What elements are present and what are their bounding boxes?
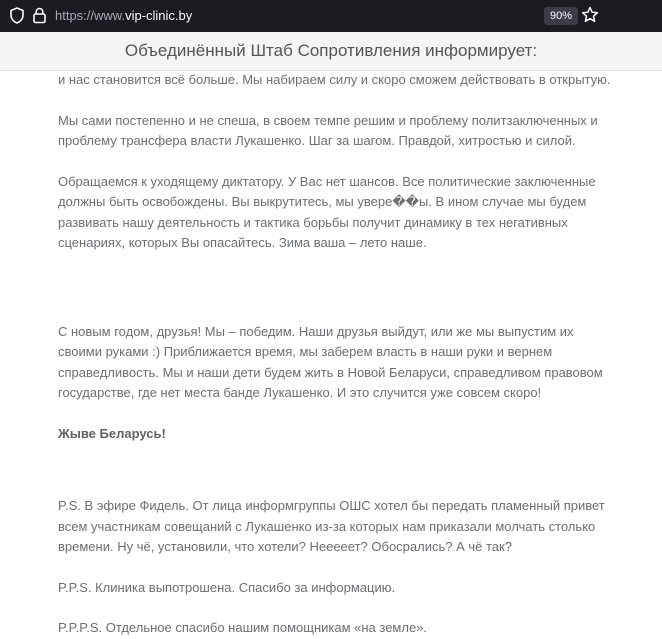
article-paragraph: Обращаемся к уходящему диктатору. У Вас нет шансов. Все политические заключенные должны быть освобождены. Вы выкрутитесь, мы увере��ы. В ином случае мы будем развивать нашу деятельность и тактика борьбы получит динамику в тех негативных сценариях, которых Вы опасайтесь. Зима ваша – лето наше.	[58, 173, 596, 250]
article-paragraph: и нас становится всё больше. Мы набираем силу и скоро сможем действовать в открытую.	[58, 72, 611, 87]
article-body	[58, 70, 618, 639]
article-paragraph: С новым годом, друзья! Мы – победим. Наши друзья выйдут, или же мы выпустим их своими руками :) Приближается время, мы заберем власть в наши руки и вернем справедливость. Мы и наши дети будем жить в Новой Беларуси, справедливом правовом государстве, где нет места банде Лукашенко. И это случится уже совсем скоро!	[58, 323, 603, 400]
url-scheme: https://www.	[55, 8, 126, 23]
address-bar[interactable]	[55, 8, 192, 23]
article-paragraph: P.P.S. Клиника выпотрошена. Спасибо за информацию.	[58, 579, 396, 595]
article-slogan: Жыве Беларусь!	[58, 425, 166, 441]
bookmark-star-icon[interactable]	[581, 6, 599, 24]
browser-toolbar	[0, 0, 662, 32]
article-paragraph: P.S. В эфире Фидель. От лица информгруппы ОШС хотел бы передать пламенный привет всем участникам совещаний с Лукашенко из-за которых нам приказали молчать столько времени. Ну чё, установили, что хотели? Нееееет? Обосрались? А чё так?	[58, 498, 605, 554]
article-paragraph: Мы сами постепенно и не спеша, в своем темпе решим и проблему политзаключенных и проблему трансфера власти Лукашенко. Шаг за шагом. Правдой, хитростью и силой.	[58, 112, 598, 148]
page-title: Объединённый Штаб Сопротивления информирует:	[0, 32, 662, 71]
url-host: vip-clinic.by	[125, 8, 193, 23]
shield-icon[interactable]	[10, 7, 24, 24]
zoom-level-button[interactable]: 90%	[544, 7, 578, 25]
article-paragraph: P.P.P.S. Отдельное спасибо нашим помощникам «на земле».	[58, 620, 428, 635]
lock-icon[interactable]	[33, 7, 46, 24]
